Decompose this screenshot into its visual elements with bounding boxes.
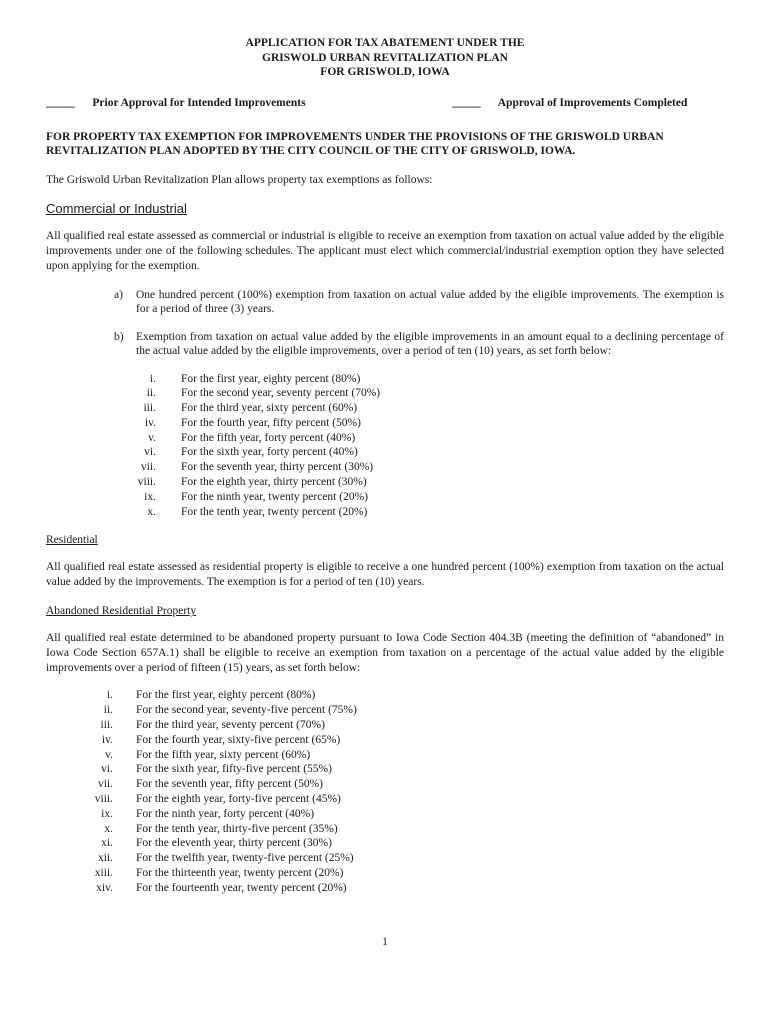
list-item: v. For the fifth year, sixty percent (60%) (105, 748, 311, 761)
list-item: xii. For the twelfth year, twenty-five percent (25%) (97, 852, 354, 865)
list-item: vi. For the sixth year, fifty-five percent (55%) (101, 763, 332, 776)
completed-approval-label: Approval of Improvements Completed (497, 96, 688, 109)
list-item: ix. For the ninth year, twenty percent (20%) (144, 490, 368, 503)
document-title (46, 36, 724, 80)
completed-approval-blank[interactable]: _____ (452, 96, 481, 109)
list-item: xiii. For the thirteenth year, twenty percent (20%) (94, 867, 344, 880)
list-item: iii. For the third year, sixty percent (60%) (143, 402, 358, 415)
title-line-2: GRISWOLD URBAN REVITALIZATION PLAN (262, 51, 508, 64)
list-item: ii. For the second year, seventy percent (70%) (146, 387, 381, 400)
list-item: viii. For the eighth year, forty-five percent (45%) (94, 793, 341, 806)
residential-heading: Residential (46, 534, 98, 547)
prior-approval-option[interactable] (46, 96, 306, 111)
intro-text: The Griswold Urban Revitalization Plan allows property tax exemptions as follows: (46, 173, 433, 186)
list-item: ii. For the second year, seventy-five percent (75%) (103, 704, 357, 717)
list-item: iv. For the fourth year, fifty percent (50%) (144, 416, 361, 429)
option-b-text: Exemption from taxation on actual value added by the eligible improvements in an amount equal to a declining percentage of the actual value added by the eligible improvements, over a period of ten (10) years, as set forth below: (136, 330, 724, 357)
list-item: xiv. For the fourteenth year, twenty percent (20%) (96, 881, 347, 894)
list-item: iii. For the third year, seventy percent (70%) (100, 719, 325, 732)
option-a-text: One hundred percent (100%) exemption from taxation on actual value added by the eligible improvements. The exemption is for a period of three (3) years. (136, 288, 724, 315)
option-b-mark: b) (114, 330, 124, 343)
option-b (114, 330, 724, 359)
commercial-options (114, 288, 724, 359)
list-item: i. For the first year, eighty percent (80%) (106, 689, 316, 702)
prior-approval-blank[interactable]: _____ (46, 96, 75, 109)
lead-statement: FOR PROPERTY TAX EXEMPTION FOR IMPROVEMENTS UNDER THE PROVISIONS OF THE GRISWOLD URBAN REVITALIZATION PLAN ADOPTED BY THE CITY COUNCIL OF THE CITY OF GRISWOLD, IOWA. (46, 130, 664, 157)
list-item: v. For the fifth year, forty percent (40%) (148, 431, 356, 444)
title-line-3: FOR GRISWOLD, IOWA (320, 66, 450, 78)
option-a-mark: a) (114, 288, 123, 301)
list-item: vi. For the sixth year, forty percent (40%) (144, 446, 358, 459)
page-number: 1 (382, 936, 388, 948)
document-page (46, 36, 724, 896)
abandoned-paragraph: All qualified real estate determined to be abandoned property pursuant to Iowa Code Section 404.3B (meeting the definition of “abandoned” in Iowa Code Section 657A.1) shall be eligible to receive an exemption from taxation on a percentage of the actual value added by the eligible improvements over a period of fifteen (15) years, as set forth below: (46, 632, 724, 675)
list-item: vii. For the seventh year, fifty percent (50%) (97, 778, 323, 791)
option-a (114, 288, 724, 317)
list-item: xi. For the eleventh year, thirty percent (30%) (101, 837, 332, 850)
residential-paragraph: All qualified real estate assessed as residential property is eligible to receive a one hundred percent (100%) exemption from taxation on the actual value added by the improvements. The exemption is for a period of ten (10) years. (46, 561, 724, 589)
title-line-1: APPLICATION FOR TAX ABATEMENT UNDER THE (245, 37, 525, 49)
abandoned-schedule (46, 688, 724, 895)
list-item: x. For the tenth year, thirty-five percent (35%) (104, 822, 338, 835)
completed-approval-option[interactable] (452, 96, 687, 111)
commercial-heading: Commercial or Industrial (46, 200, 187, 216)
abandoned-heading: Abandoned Residential Property (46, 605, 197, 618)
prior-approval-label: Prior Approval for Intended Improvements (92, 96, 306, 109)
list-item: iv. For the fourth year, sixty-five percent (65%) (101, 733, 341, 746)
list-item: i. For the first year, eighty percent (80%) (149, 372, 361, 385)
list-item: vii. For the seventh year, thirty percent (30%) (140, 461, 374, 474)
list-item: ix. For the ninth year, forty percent (40%) (101, 807, 315, 820)
commercial-paragraph: All qualified real estate assessed as commercial or industrial is eligible to receive an exemption from taxation on actual value added by the eligible improvements under one of the following schedules. The applicant must elect which commercial/industrial exemption option they have selected upon applying for the exemption. (46, 229, 724, 272)
commercial-schedule (114, 372, 724, 520)
list-item: x. For the tenth year, twenty percent (20%) (147, 505, 368, 518)
approval-type-row (46, 96, 724, 112)
list-item: viii. For the eighth year, thirty percent (30%) (137, 476, 367, 489)
